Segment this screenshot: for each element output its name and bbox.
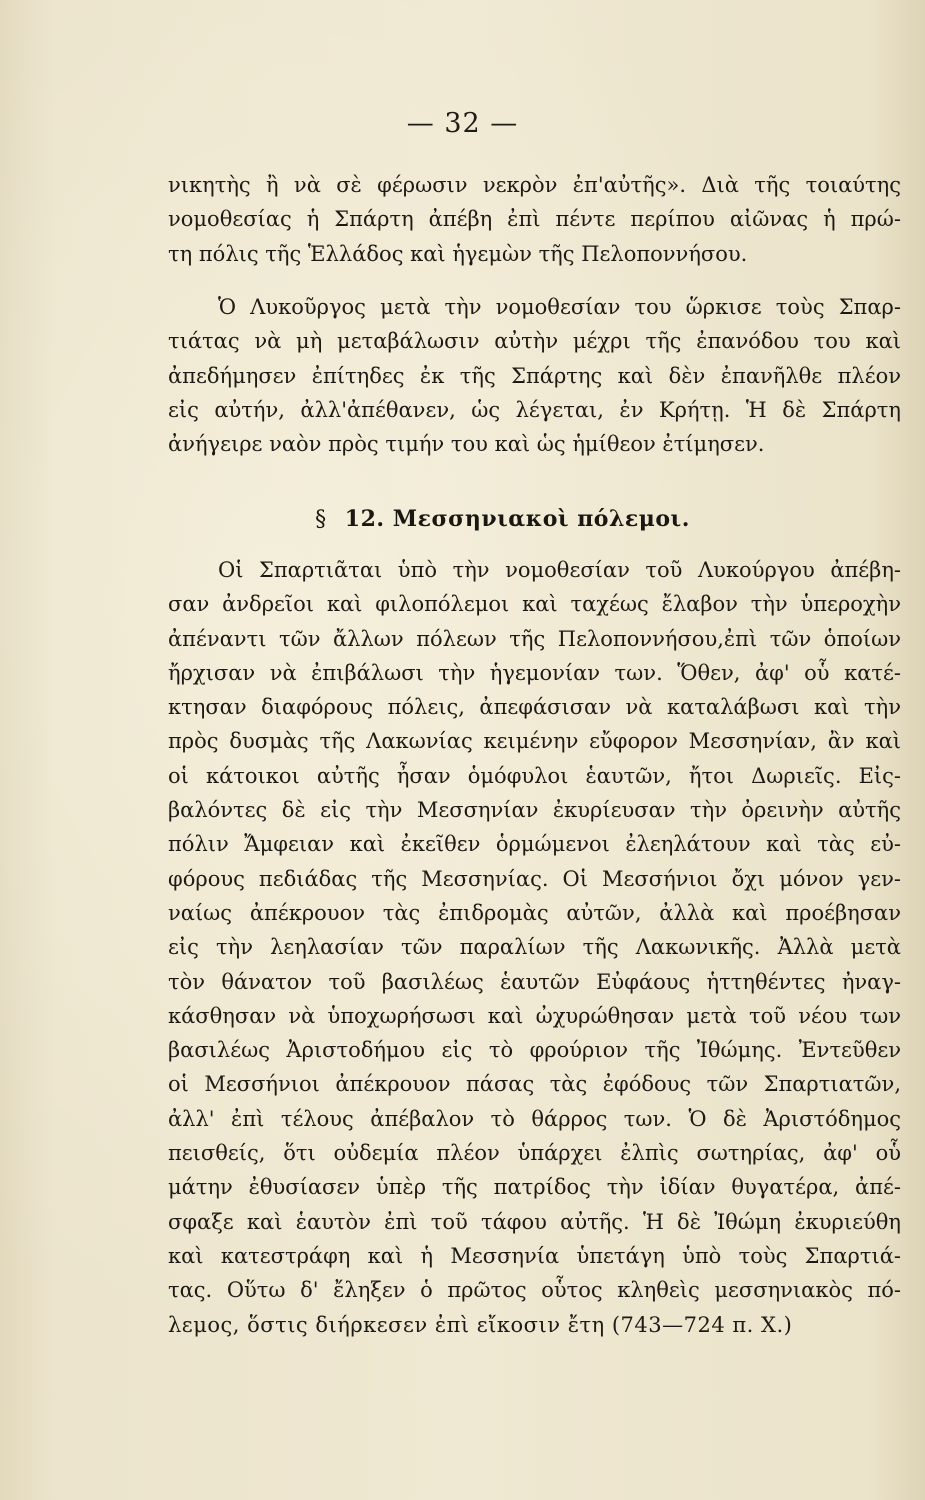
section-number: 12. <box>344 506 385 532</box>
text-line: εἰς αὐτήν, ἀλλ'ἀπέθανεν, ὡς λέγεται, ἐν Κρήτῃ. Ἡ δὲ Σπάρτη <box>168 397 901 422</box>
text-line: τιάτας νὰ μὴ μεταβάλωσιν αὐτὴν μέχρι τῆς ἐπανόδου του καὶ <box>168 329 901 354</box>
text-line: τη πόλις τῆς Ἑλλάδος καὶ ἡγεμὼν τῆς Πελοποννήσου. <box>168 241 748 266</box>
text-line: Ὁ Λυκοῦργος μετὰ τὴν νομοθεσίαν του ὥρκισε τοὺς Σπαρ- <box>218 295 901 319</box>
paragraph-3 <box>168 553 901 1342</box>
text-line: λεμος, ὅστις διήρκεσεν ἐπὶ εἴκοσιν ἔτη (743—724 π. Χ.) <box>168 1312 793 1337</box>
text-line: νομοθεσίας ἡ Σπάρτη ἀπέβη ἐπὶ πέντε περίπου αἰῶνας ἡ πρώ- <box>168 207 901 232</box>
text-line: μάτην ἐθυσίασεν ὑπὲρ τῆς πατρίδος τὴν ἰδίαν θυγατέρα, ἀπέ- <box>168 1175 901 1200</box>
text-line: οἱ κάτοικοι αὐτῆς ἦσαν ὁμόφυλοι ἑαυτῶν, ἤτοι Δωριεῖς. Εἰς- <box>168 763 901 788</box>
text-line: ἀπεδήμησεν ἐπίτηδες ἐκ τῆς Σπάρτης καὶ δὲν ἐπανῆλθε πλέον <box>168 363 901 388</box>
text-line: φόρους πεδιάδας τῆς Μεσσηνίας. Οἱ Μεσσήνιοι ὄχι μόνον γεν- <box>168 866 901 891</box>
text-line: νικητὴς ἢ νὰ σὲ φέρωσιν νεκρὸν ἐπ'αὐτῆς». Διὰ τῆς τοιαύτης <box>168 173 901 197</box>
text-line: τὸν θάνατον τοῦ βασιλέως ἑαυτῶν Εὐφάους ἡττηθέντες ἠναγ- <box>168 969 901 994</box>
text-line: πόλιν Ἄμφειαν καὶ ἐκεῖθεν ὁρμώμενοι ἐλεηλάτουν καὶ τὰς εὐ- <box>168 832 901 857</box>
section-heading <box>0 506 925 532</box>
text-line: βασιλέως Ἀριστοδήμου εἰς τὸ φρούριον τῆς Ἰθώμης. Ἐντεῦθεν <box>168 1038 901 1063</box>
text-line: κάσθησαν νὰ ὑποχωρήσωσι καὶ ὠχυρώθησαν μετὰ τοῦ νέου των <box>168 1003 901 1028</box>
section-symbol: § <box>315 507 327 532</box>
text-line: βαλόντες δὲ εἰς τὴν Μεσσηνίαν ἐκυρίευσαν τὴν ὀρεινὴν αὐτῆς <box>168 798 901 823</box>
text-line: ἀπέναντι τῶν ἄλλων πόλεων τῆς Πελοποννήσου,ἐπὶ τῶν ὁποίων <box>168 626 901 651</box>
text-line: σαν ἀνδρεῖοι καὶ φιλοπόλεμοι καὶ ταχέως ἔλαβον τὴν ὑπεροχὴν <box>168 592 901 617</box>
text-line: πρὸς δυσμὰς τῆς Λακωνίας κειμένην εὔφορον Μεσσηνίαν, ἂν καὶ <box>168 729 901 754</box>
text-line: πεισθείς, ὅτι οὐδεμία πλέον ὑπάρχει ἐλπὶς σωτηρίας, ἀφ' οὗ <box>168 1141 901 1166</box>
text-line: σφαξε καὶ ἑαυτὸν ἐπὶ τοῦ τάφου αὐτῆς. Ἡ δὲ Ἰθώμη ἐκυριεύθη <box>168 1209 901 1234</box>
paragraph-2 <box>168 290 901 461</box>
text-line: εἰς τὴν λεηλασίαν τῶν παραλίων τῆς Λακωνικῆς. Ἀλλὰ μετὰ <box>168 935 901 960</box>
text-line: ἀλλ' ἐπὶ τέλους ἀπέβαλον τὸ θάρρος των. Ὁ δὲ Ἀριστόδημος <box>168 1106 901 1131</box>
text-line: ναίως ἀπέκρουον τὰς ἐπιδρομὰς αὐτῶν, ἀλλὰ καὶ προέβησαν <box>168 900 901 925</box>
text-line: Οἱ Σπαρτιᾶται ὑπὸ τὴν νομοθεσίαν τοῦ Λυκούργου ἀπέβη- <box>218 558 901 582</box>
section-title: Μεσσηνιακοὶ πόλεμοι. <box>392 506 690 532</box>
text-line: τας. Οὕτω δ' ἔληξεν ὁ πρῶτος οὗτος κληθεὶς μεσσηνιακὸς πό- <box>168 1278 901 1303</box>
text-line: κτησαν διαφόρους πόλεις, ἀπεφάσισαν νὰ καταλάβωσι καὶ τὴν <box>168 695 901 720</box>
text-line: ἀνήγειρε ναὸν πρὸς τιμήν του καὶ ὡς ἡμίθεον ἐτίμησεν. <box>168 432 765 457</box>
text-line: ἤρχισαν νὰ ἐπιβάλωσι τὴν ἡγεμονίαν των. Ὅθεν, ἀφ' οὗ κατέ- <box>168 660 901 685</box>
text-line: οἱ Μεσσήνιοι ἀπέκρουον πάσας τὰς ἐφόδους τῶν Σπαρτιατῶν, <box>168 1072 901 1097</box>
page-number: — 32 — <box>406 108 519 139</box>
paragraph-1 <box>168 168 901 271</box>
text-line: καὶ κατεστράφη καὶ ἡ Μεσσηνία ὑπετάγη ὑπὸ τοὺς Σπαρτιά- <box>168 1243 901 1268</box>
